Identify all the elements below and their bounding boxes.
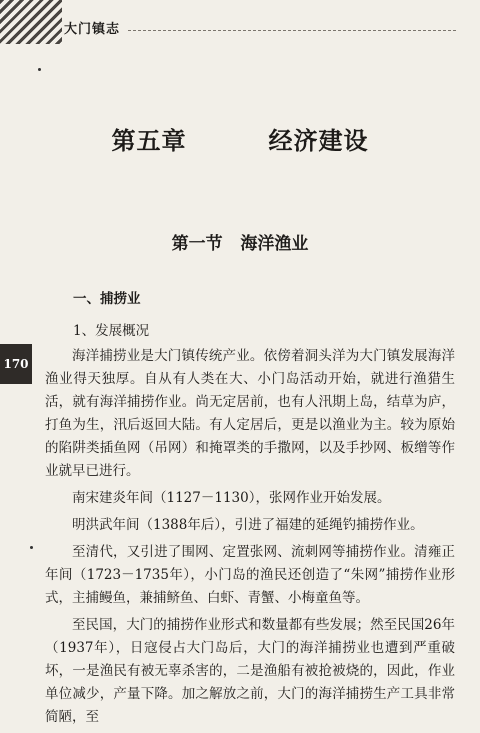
paragraph: 至民国，大门的捕捞作业形式和数量都有些发展；然至民国26年（1937年），日寇侵占大门岛后，大门的海洋捕捞业也遭到严重破坏，一是渔民有被无辜杀害的，二是渔船有被抢被烧的，因此，作业单位减少，产量下降。加之解放之前，大门的海洋捕捞生产工具非常简陋，至 bbox=[45, 617, 455, 725]
paragraph: 明洪武年间（1388年后），引进了福建的延绳钓捕捞作业。 bbox=[72, 517, 424, 533]
book-title: 大门镇志 bbox=[64, 22, 121, 37]
page-number: 170 bbox=[0, 344, 32, 384]
section-title: 第一节 海洋渔业 bbox=[171, 234, 309, 254]
header-rule bbox=[128, 30, 456, 31]
paragraph: 南宋建炎年间（1127－1130），张网作业开始发展。 bbox=[72, 490, 391, 506]
paragraph: 至清代，又引进了围网、定置张网、流刺网等捕捞作业。清雍正年间（1723－1735年），小门岛的渔民还创造了“朱网”捕捞作业形式，主捕鳗鱼，兼捕鲚鱼、白虾、青蟹、小梅童鱼等。 bbox=[45, 544, 455, 606]
heading-level-1: 一、捕捞业 bbox=[73, 291, 141, 307]
chapter-title: 第五章 经济建设 bbox=[111, 126, 369, 155]
heading-level-2: 1、发展概况 bbox=[73, 323, 150, 339]
body-text bbox=[45, 345, 455, 733]
header-stripe-decoration bbox=[0, 0, 62, 44]
running-header bbox=[0, 0, 480, 44]
print-speck bbox=[38, 68, 41, 71]
print-speck bbox=[30, 546, 33, 549]
paragraph: 海洋捕捞业是大门镇传统产业。依傍着洞头洋为大门镇发展海洋渔业得天独厚。自从有人类在大、小门岛活动开始，就进行渔猎生活，就有海洋捕捞作业。尚无定居前，也有人汛期上岛，结草为庐，打鱼为生，汛后返回大陆。有人定居后，更是以渔业为主。较为原始的陷阱类插鱼网（吊网）和掩罩类的手撒网，以及手抄网、板缯等作业就早已进行。 bbox=[45, 348, 455, 479]
